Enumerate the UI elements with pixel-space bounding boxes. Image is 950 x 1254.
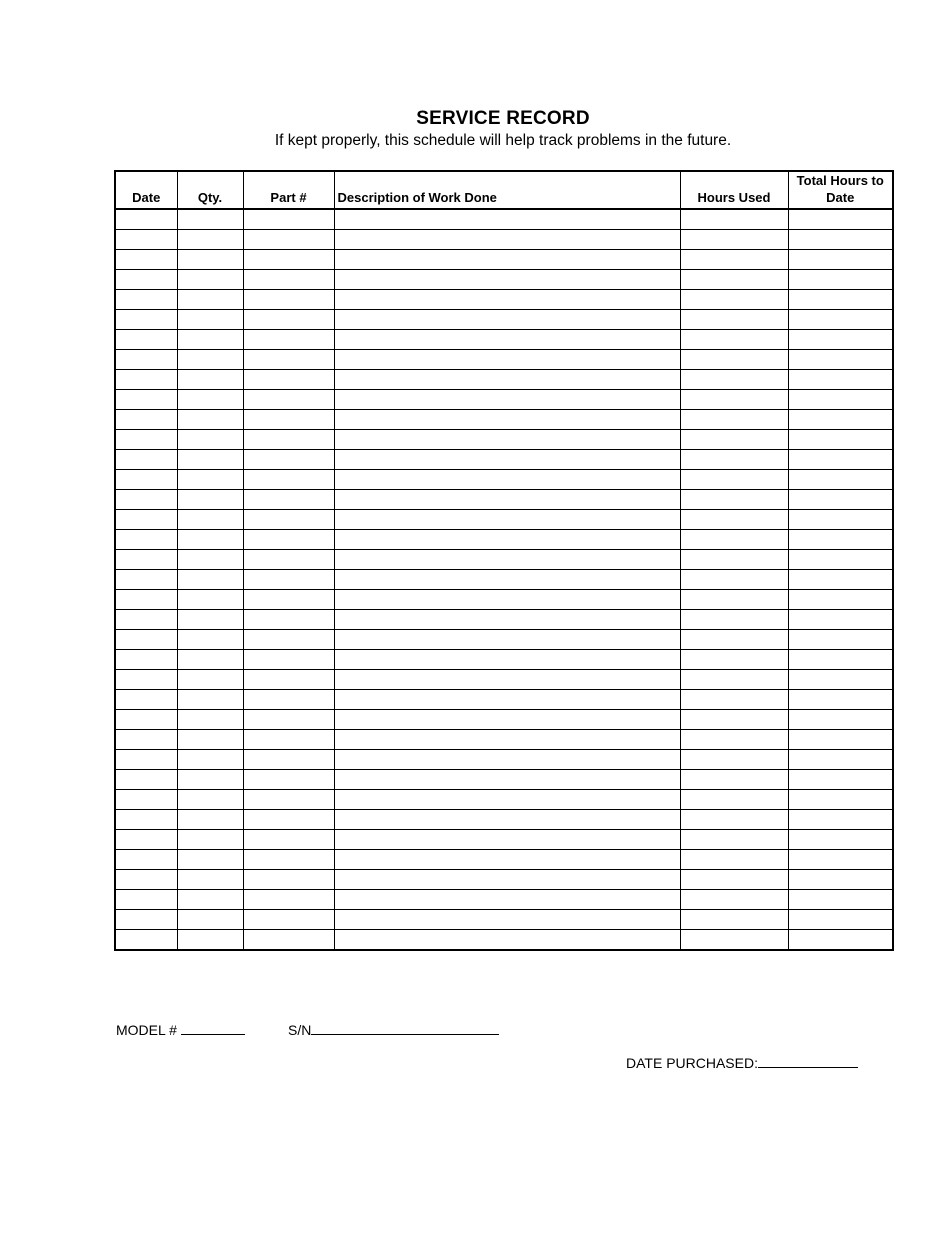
- cell-part-number[interactable]: [243, 470, 334, 490]
- cell-part-number[interactable]: [243, 890, 334, 910]
- cell-description[interactable]: [334, 310, 680, 330]
- table-row: [115, 330, 893, 350]
- cell-date[interactable]: [115, 890, 177, 910]
- cell-hours-used[interactable]: [680, 630, 788, 650]
- cell-hours-used[interactable]: [680, 850, 788, 870]
- cell-total-hours[interactable]: [788, 750, 893, 770]
- cell-qty[interactable]: [177, 750, 243, 770]
- cell-part-number[interactable]: [243, 870, 334, 890]
- table-row: [115, 470, 893, 490]
- cell-hours-used[interactable]: [680, 790, 788, 810]
- cell-date[interactable]: [115, 710, 177, 730]
- cell-part-number[interactable]: [243, 850, 334, 870]
- cell-qty[interactable]: [177, 590, 243, 610]
- cell-total-hours[interactable]: [788, 570, 893, 590]
- cell-total-hours[interactable]: [788, 630, 893, 650]
- cell-qty[interactable]: [177, 770, 243, 790]
- cell-qty[interactable]: [177, 710, 243, 730]
- model-input-line[interactable]: [181, 1020, 245, 1035]
- cell-hours-used[interactable]: [680, 250, 788, 270]
- cell-date[interactable]: [115, 730, 177, 750]
- cell-part-number[interactable]: [243, 550, 334, 570]
- column-header-total-hours: Total Hours to Date: [788, 171, 893, 209]
- cell-date[interactable]: [115, 850, 177, 870]
- date-purchased-label: DATE PURCHASED:: [626, 1055, 758, 1071]
- cell-hours-used[interactable]: [680, 770, 788, 790]
- cell-date[interactable]: [115, 830, 177, 850]
- cell-hours-used[interactable]: [680, 910, 788, 930]
- cell-total-hours[interactable]: [788, 290, 893, 310]
- cell-hours-used[interactable]: [680, 470, 788, 490]
- cell-total-hours[interactable]: [788, 690, 893, 710]
- cell-qty[interactable]: [177, 510, 243, 530]
- cell-qty[interactable]: [177, 570, 243, 590]
- page-subtitle: If kept properly, this schedule will help track problems in the future.: [274, 132, 732, 149]
- cell-qty[interactable]: [177, 650, 243, 670]
- cell-qty[interactable]: [177, 230, 243, 250]
- cell-total-hours[interactable]: [788, 930, 893, 951]
- cell-qty[interactable]: [177, 790, 243, 810]
- cell-hours-used[interactable]: [680, 510, 788, 530]
- cell-hours-used[interactable]: [680, 270, 788, 290]
- cell-qty[interactable]: [177, 630, 243, 650]
- table-row: [115, 750, 893, 770]
- table-row: [115, 850, 893, 870]
- cell-date[interactable]: [115, 470, 177, 490]
- cell-part-number[interactable]: [243, 570, 334, 590]
- cell-total-hours[interactable]: [788, 650, 893, 670]
- cell-total-hours[interactable]: [788, 890, 893, 910]
- cell-description[interactable]: [334, 690, 680, 710]
- cell-hours-used[interactable]: [680, 330, 788, 350]
- cell-description[interactable]: [334, 350, 680, 370]
- cell-description[interactable]: [334, 570, 680, 590]
- table-row: [115, 870, 893, 890]
- cell-total-hours[interactable]: [788, 450, 893, 470]
- cell-part-number[interactable]: [243, 330, 334, 350]
- cell-qty[interactable]: [177, 730, 243, 750]
- cell-description[interactable]: [334, 209, 680, 230]
- cell-total-hours[interactable]: [788, 370, 893, 390]
- table-row: [115, 209, 893, 230]
- cell-date[interactable]: [115, 750, 177, 770]
- cell-total-hours[interactable]: [788, 330, 893, 350]
- cell-part-number[interactable]: [243, 810, 334, 830]
- cell-total-hours[interactable]: [788, 810, 893, 830]
- cell-hours-used[interactable]: [680, 390, 788, 410]
- cell-part-number[interactable]: [243, 290, 334, 310]
- cell-description[interactable]: [334, 750, 680, 770]
- cell-part-number[interactable]: [243, 770, 334, 790]
- cell-hours-used[interactable]: [680, 590, 788, 610]
- cell-description[interactable]: [334, 290, 680, 310]
- cell-date[interactable]: [115, 570, 177, 590]
- cell-date[interactable]: [115, 370, 177, 390]
- table-row: [115, 670, 893, 690]
- table-row: [115, 810, 893, 830]
- date-purchased-field: [626, 1053, 858, 1071]
- cell-description[interactable]: [334, 710, 680, 730]
- table-row: [115, 370, 893, 390]
- cell-hours-used[interactable]: [680, 830, 788, 850]
- cell-qty[interactable]: [177, 330, 243, 350]
- service-record-table: [114, 170, 894, 951]
- table-row: [115, 250, 893, 270]
- cell-description[interactable]: [334, 790, 680, 810]
- table-header-row: [115, 171, 893, 209]
- cell-description[interactable]: [334, 650, 680, 670]
- cell-total-hours[interactable]: [788, 670, 893, 690]
- cell-date[interactable]: [115, 310, 177, 330]
- cell-total-hours[interactable]: [788, 410, 893, 430]
- cell-description[interactable]: [334, 810, 680, 830]
- cell-date[interactable]: [115, 630, 177, 650]
- cell-description[interactable]: [334, 890, 680, 910]
- cell-hours-used[interactable]: [680, 570, 788, 590]
- cell-date[interactable]: [115, 490, 177, 510]
- cell-date[interactable]: [115, 910, 177, 930]
- cell-date[interactable]: [115, 550, 177, 570]
- cell-description[interactable]: [334, 590, 680, 610]
- cell-date[interactable]: [115, 510, 177, 530]
- cell-total-hours[interactable]: [788, 490, 893, 510]
- cell-date[interactable]: [115, 330, 177, 350]
- table-row: [115, 910, 893, 930]
- cell-description[interactable]: [334, 270, 680, 290]
- cell-total-hours[interactable]: [788, 610, 893, 630]
- cell-description[interactable]: [334, 410, 680, 430]
- cell-qty[interactable]: [177, 670, 243, 690]
- cell-description[interactable]: [334, 930, 680, 951]
- sn-label: S/N: [288, 1022, 312, 1038]
- cell-description[interactable]: [334, 670, 680, 690]
- cell-part-number[interactable]: [243, 370, 334, 390]
- table-body: [115, 209, 893, 950]
- cell-description[interactable]: [334, 730, 680, 750]
- table-row: [115, 590, 893, 610]
- cell-hours-used[interactable]: [680, 290, 788, 310]
- cell-total-hours[interactable]: [788, 270, 893, 290]
- cell-qty[interactable]: [177, 209, 243, 230]
- cell-part-number[interactable]: [243, 750, 334, 770]
- cell-hours-used[interactable]: [680, 730, 788, 750]
- table-row: [115, 230, 893, 250]
- cell-total-hours[interactable]: [788, 850, 893, 870]
- cell-date[interactable]: [115, 450, 177, 470]
- cell-total-hours[interactable]: [788, 530, 893, 550]
- column-header-part-number: Part #: [243, 171, 334, 209]
- table-row: [115, 610, 893, 630]
- cell-hours-used[interactable]: [680, 350, 788, 370]
- cell-description[interactable]: [334, 230, 680, 250]
- cell-date[interactable]: [115, 290, 177, 310]
- table-row: [115, 490, 893, 510]
- cell-qty[interactable]: [177, 290, 243, 310]
- cell-date[interactable]: [115, 270, 177, 290]
- cell-part-number[interactable]: [243, 730, 334, 750]
- table-row: [115, 690, 893, 710]
- cell-description[interactable]: [334, 430, 680, 450]
- sn-input-line[interactable]: [311, 1020, 499, 1035]
- cell-date[interactable]: [115, 390, 177, 410]
- cell-date[interactable]: [115, 770, 177, 790]
- cell-hours-used[interactable]: [680, 450, 788, 470]
- table-row: [115, 650, 893, 670]
- cell-hours-used[interactable]: [680, 230, 788, 250]
- cell-qty[interactable]: [177, 870, 243, 890]
- cell-date[interactable]: [115, 250, 177, 270]
- cell-part-number[interactable]: [243, 790, 334, 810]
- cell-hours-used[interactable]: [680, 370, 788, 390]
- cell-hours-used[interactable]: [680, 610, 788, 630]
- cell-part-number[interactable]: [243, 270, 334, 290]
- table-row: [115, 430, 893, 450]
- serial-number-field: [288, 1020, 499, 1038]
- cell-part-number[interactable]: [243, 630, 334, 650]
- cell-part-number[interactable]: [243, 830, 334, 850]
- cell-hours-used[interactable]: [680, 650, 788, 670]
- cell-qty[interactable]: [177, 490, 243, 510]
- column-header-description: Description of Work Done: [334, 171, 680, 209]
- cell-hours-used[interactable]: [680, 750, 788, 770]
- cell-part-number[interactable]: [243, 510, 334, 530]
- cell-description[interactable]: [334, 470, 680, 490]
- cell-qty[interactable]: [177, 930, 243, 951]
- cell-hours-used[interactable]: [680, 410, 788, 430]
- cell-qty[interactable]: [177, 830, 243, 850]
- cell-qty[interactable]: [177, 550, 243, 570]
- cell-description[interactable]: [334, 450, 680, 470]
- cell-date[interactable]: [115, 610, 177, 630]
- cell-date[interactable]: [115, 530, 177, 550]
- cell-qty[interactable]: [177, 430, 243, 450]
- cell-date[interactable]: [115, 650, 177, 670]
- cell-description[interactable]: [334, 250, 680, 270]
- table-row: [115, 310, 893, 330]
- column-header-hours-used: Hours Used: [680, 171, 788, 209]
- cell-hours-used[interactable]: [680, 530, 788, 550]
- page-title: SERVICE RECORD: [416, 108, 590, 129]
- cell-total-hours[interactable]: [788, 310, 893, 330]
- model-field: [116, 1020, 245, 1038]
- cell-qty[interactable]: [177, 890, 243, 910]
- cell-date[interactable]: [115, 230, 177, 250]
- table-row: [115, 270, 893, 290]
- cell-hours-used[interactable]: [680, 890, 788, 910]
- cell-date[interactable]: [115, 690, 177, 710]
- cell-description[interactable]: [334, 370, 680, 390]
- cell-date[interactable]: [115, 790, 177, 810]
- cell-date[interactable]: [115, 590, 177, 610]
- cell-total-hours[interactable]: [788, 430, 893, 450]
- cell-qty[interactable]: [177, 390, 243, 410]
- cell-part-number[interactable]: [243, 930, 334, 951]
- cell-total-hours[interactable]: [788, 830, 893, 850]
- date-purchased-input-line[interactable]: [758, 1053, 858, 1068]
- table-row: [115, 930, 893, 951]
- cell-description[interactable]: [334, 770, 680, 790]
- table-row: [115, 350, 893, 370]
- cell-part-number[interactable]: [243, 670, 334, 690]
- cell-hours-used[interactable]: [680, 550, 788, 570]
- cell-description[interactable]: [334, 910, 680, 930]
- cell-description[interactable]: [334, 550, 680, 570]
- cell-part-number[interactable]: [243, 910, 334, 930]
- cell-part-number[interactable]: [243, 530, 334, 550]
- table-row: [115, 390, 893, 410]
- cell-part-number[interactable]: [243, 590, 334, 610]
- cell-date[interactable]: [115, 430, 177, 450]
- cell-part-number[interactable]: [243, 230, 334, 250]
- cell-total-hours[interactable]: [788, 730, 893, 750]
- cell-total-hours[interactable]: [788, 910, 893, 930]
- cell-part-number[interactable]: [243, 690, 334, 710]
- table-row: [115, 710, 893, 730]
- table-row: [115, 290, 893, 310]
- table-row: [115, 630, 893, 650]
- cell-part-number[interactable]: [243, 410, 334, 430]
- cell-date[interactable]: [115, 670, 177, 690]
- cell-description[interactable]: [334, 870, 680, 890]
- cell-total-hours[interactable]: [788, 710, 893, 730]
- cell-qty[interactable]: [177, 610, 243, 630]
- cell-total-hours[interactable]: [788, 870, 893, 890]
- table-row: [115, 450, 893, 470]
- table-row: [115, 790, 893, 810]
- table-row: [115, 570, 893, 590]
- cell-part-number[interactable]: [243, 209, 334, 230]
- cell-total-hours[interactable]: [788, 790, 893, 810]
- cell-part-number[interactable]: [243, 310, 334, 330]
- cell-qty[interactable]: [177, 310, 243, 330]
- column-header-date: Date: [115, 171, 177, 209]
- cell-hours-used[interactable]: [680, 430, 788, 450]
- cell-total-hours[interactable]: [788, 230, 893, 250]
- cell-qty[interactable]: [177, 270, 243, 290]
- table-row: [115, 770, 893, 790]
- table-row: [115, 550, 893, 570]
- cell-total-hours[interactable]: [788, 350, 893, 370]
- cell-qty[interactable]: [177, 910, 243, 930]
- cell-total-hours[interactable]: [788, 390, 893, 410]
- cell-hours-used[interactable]: [680, 710, 788, 730]
- cell-part-number[interactable]: [243, 490, 334, 510]
- table-row: [115, 510, 893, 530]
- cell-total-hours[interactable]: [788, 470, 893, 490]
- cell-qty[interactable]: [177, 810, 243, 830]
- cell-hours-used[interactable]: [680, 209, 788, 230]
- table-row: [115, 410, 893, 430]
- cell-qty[interactable]: [177, 350, 243, 370]
- cell-hours-used[interactable]: [680, 810, 788, 830]
- cell-date[interactable]: [115, 350, 177, 370]
- cell-date[interactable]: [115, 209, 177, 230]
- cell-qty[interactable]: [177, 530, 243, 550]
- model-label: MODEL #: [116, 1022, 177, 1038]
- cell-total-hours[interactable]: [788, 250, 893, 270]
- cell-description[interactable]: [334, 510, 680, 530]
- cell-part-number[interactable]: [243, 390, 334, 410]
- cell-part-number[interactable]: [243, 250, 334, 270]
- cell-qty[interactable]: [177, 690, 243, 710]
- cell-qty[interactable]: [177, 250, 243, 270]
- cell-date[interactable]: [115, 810, 177, 830]
- cell-hours-used[interactable]: [680, 670, 788, 690]
- cell-total-hours[interactable]: [788, 590, 893, 610]
- cell-description[interactable]: [334, 630, 680, 650]
- cell-total-hours[interactable]: [788, 770, 893, 790]
- cell-qty[interactable]: [177, 850, 243, 870]
- cell-total-hours[interactable]: [788, 209, 893, 230]
- table-row: [115, 530, 893, 550]
- cell-total-hours[interactable]: [788, 550, 893, 570]
- cell-qty[interactable]: [177, 410, 243, 430]
- cell-part-number[interactable]: [243, 430, 334, 450]
- cell-part-number[interactable]: [243, 650, 334, 670]
- cell-part-number[interactable]: [243, 350, 334, 370]
- cell-hours-used[interactable]: [680, 310, 788, 330]
- column-header-qty: Qty.: [177, 171, 243, 209]
- cell-qty[interactable]: [177, 470, 243, 490]
- cell-total-hours[interactable]: [788, 510, 893, 530]
- cell-part-number[interactable]: [243, 610, 334, 630]
- table-row: [115, 830, 893, 850]
- cell-date[interactable]: [115, 870, 177, 890]
- table-row: [115, 730, 893, 750]
- cell-hours-used[interactable]: [680, 870, 788, 890]
- cell-hours-used[interactable]: [680, 930, 788, 951]
- cell-description[interactable]: [334, 830, 680, 850]
- cell-description[interactable]: [334, 850, 680, 870]
- cell-part-number[interactable]: [243, 710, 334, 730]
- cell-description[interactable]: [334, 610, 680, 630]
- cell-description[interactable]: [334, 490, 680, 510]
- cell-description[interactable]: [334, 530, 680, 550]
- cell-description[interactable]: [334, 330, 680, 350]
- cell-part-number[interactable]: [243, 450, 334, 470]
- cell-date[interactable]: [115, 410, 177, 430]
- cell-hours-used[interactable]: [680, 490, 788, 510]
- cell-description[interactable]: [334, 390, 680, 410]
- cell-hours-used[interactable]: [680, 690, 788, 710]
- table-row: [115, 890, 893, 910]
- cell-date[interactable]: [115, 930, 177, 951]
- cell-qty[interactable]: [177, 370, 243, 390]
- cell-qty[interactable]: [177, 450, 243, 470]
